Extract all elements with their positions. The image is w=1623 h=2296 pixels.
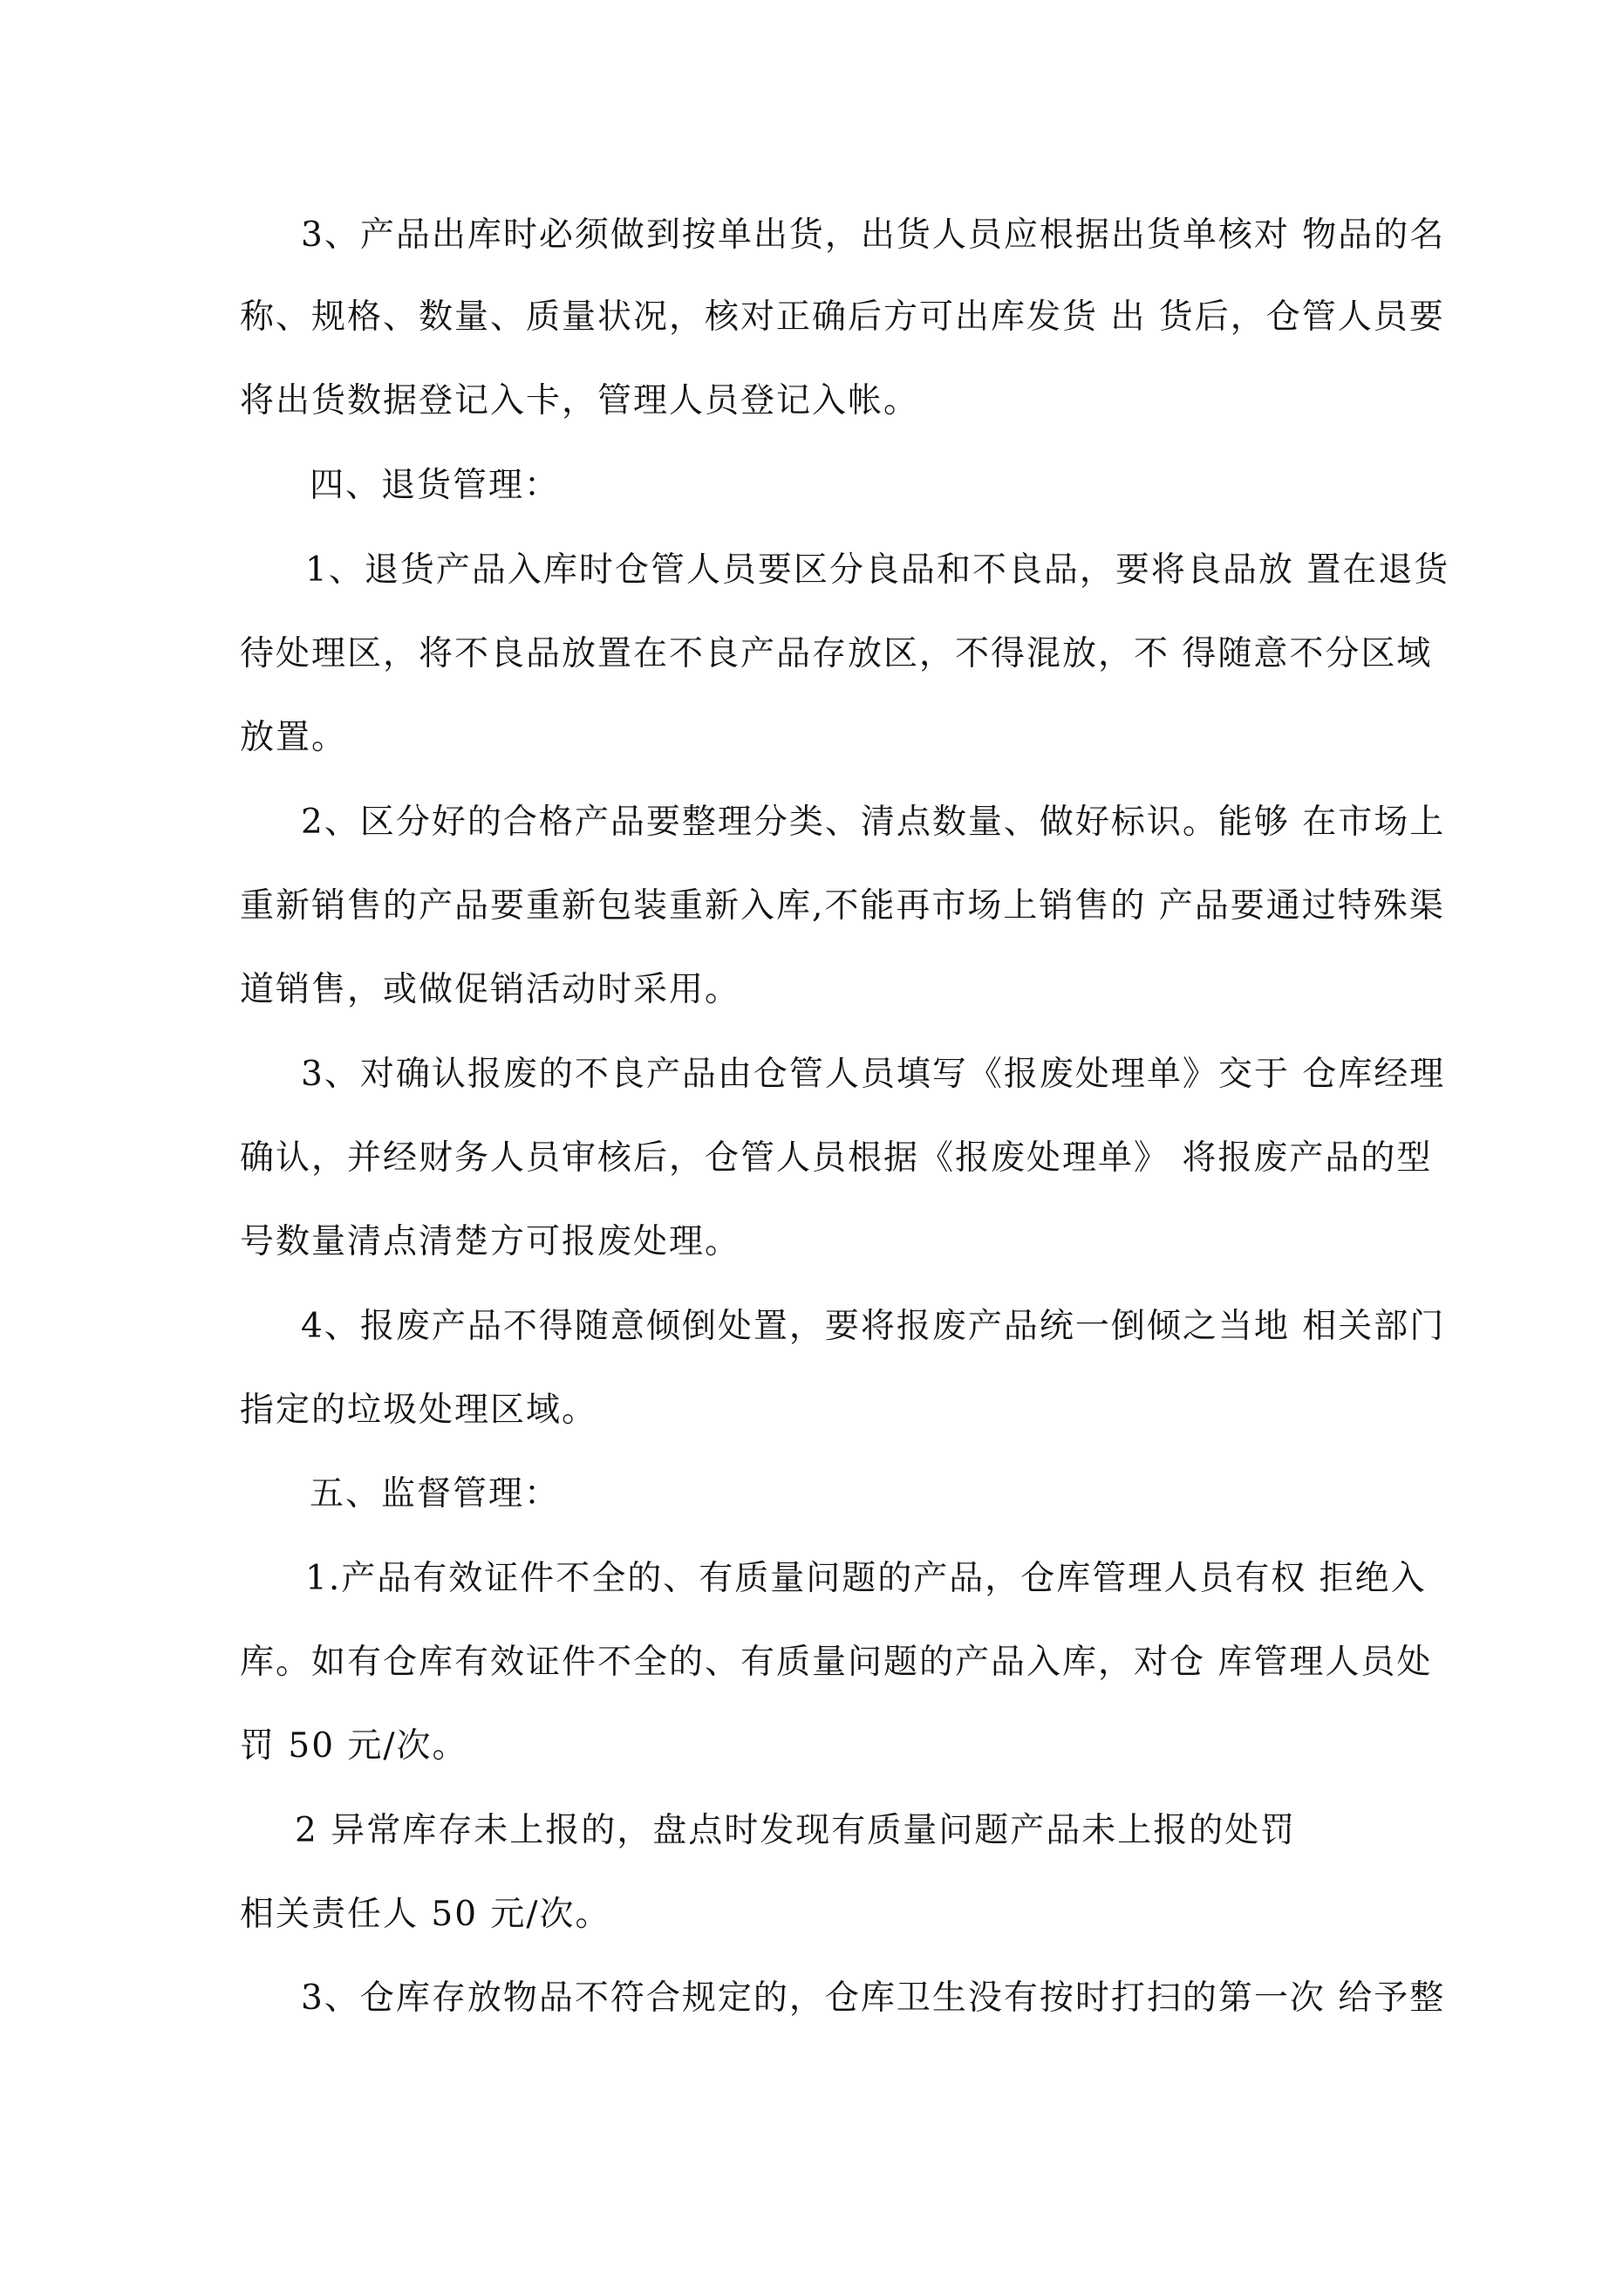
paragraph-line: 罚 50 元/次。	[240, 1726, 468, 1766]
paragraph-line: 2、区分好的合格产品要整理分类、清点数量、做好标识。能够 在市场上	[301, 803, 1446, 842]
paragraph-line: 1.产品有效证件不全的、有质量问题的产品，仓库管理人员有权 拒绝入	[305, 1559, 1427, 1598]
paragraph-line: 相关责任人 50 元/次。	[240, 1895, 611, 1934]
section-heading: 四、退货管理：	[310, 466, 561, 505]
paragraph-line: 放置。	[240, 718, 348, 757]
paragraph-line: 3、仓库存放物品不符合规定的，仓库卫生没有按时打扫的第一次 给予整	[301, 1978, 1446, 2018]
paragraph-line: 3、产品出库时必须做到按单出货，出货人员应根据出货单核对 物品的名	[301, 215, 1446, 255]
paragraph-line: 1、退货产品入库时仓管人员要区分良品和不良品，要将良品放 置在退货	[305, 550, 1450, 590]
paragraph-line: 4、报废产品不得随意倾倒处置，要将报废产品统一倒倾之当地 相关部门	[301, 1307, 1446, 1346]
paragraph-line: 重新销售的产品要重新包装重新入库,不能再市场上销售的 产品要通过特殊渠	[240, 886, 1445, 926]
paragraph-line: 将出货数据登记入卡，管理人员登记入帐。	[240, 381, 920, 420]
paragraph-line: 号数量清点清楚方可报废处理。	[240, 1222, 741, 1261]
paragraph-line: 道销售，或做促销活动时采用。	[240, 970, 741, 1009]
paragraph-line: 确认，并经财务人员审核后，仓管人员根据《报废处理单》 将报废产品的型	[240, 1138, 1433, 1178]
paragraph-line: 指定的垃圾处理区域。	[240, 1391, 598, 1430]
paragraph-line: 2 异常库存未上报的，盘点时发现有质量问题产品未上报的处罚	[295, 1811, 1297, 1850]
section-heading: 五、监督管理：	[310, 1474, 561, 1514]
paragraph-line: 库。如有仓库有效证件不全的、有质量问题的产品入库，对仓 库管理人员处	[240, 1643, 1433, 1682]
paragraph-line: 称、规格、数量、质量状况，核对正确后方可出库发货 出 货后，仓管人员要	[240, 297, 1445, 337]
paragraph-line: 3、对确认报废的不良产品由仓管人员填写《报废处理单》交于 仓库经理	[301, 1055, 1446, 1094]
paragraph-line: 待处理区，将不良品放置在不良产品存放区，不得混放，不 得随意不分区域	[240, 634, 1433, 673]
